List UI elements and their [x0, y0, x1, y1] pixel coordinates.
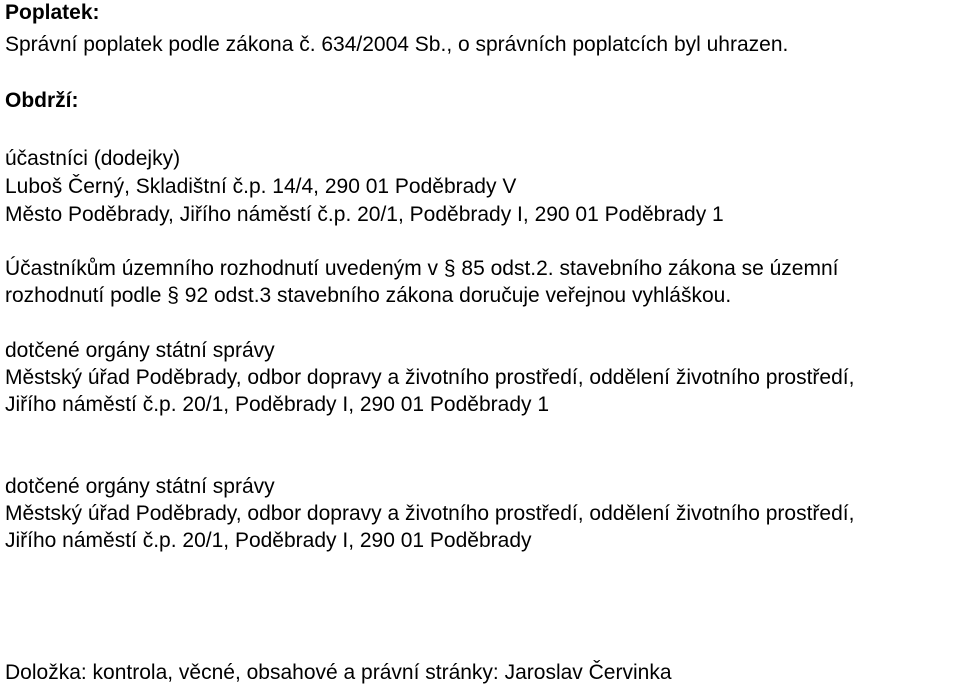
- group2-line2: Jiřího náměstí č.p. 20/1, Poděbrady I, 290 01 Poděbrady 1: [5, 393, 550, 416]
- recipients-heading: Obdrží:: [5, 89, 79, 112]
- fee-text: Správní poplatek podle zákona č. 634/2004 Sb., o správních poplatcích byl uhrazen.: [5, 33, 789, 56]
- group3-line2: Jiřího náměstí č.p. 20/1, Poděbrady I, 290 01 Poděbrady: [5, 529, 532, 552]
- group1-line2: Město Poděbrady, Jiřího náměstí č.p. 20/1, Poděbrady I, 290 01 Poděbrady 1: [5, 203, 724, 226]
- group1-line1: Luboš Černý, Skladištní č.p. 14/4, 290 01 Poděbrady V: [5, 175, 517, 198]
- group3-line1: Městský úřad Poděbrady, odbor dopravy a životního prostředí, oddělení životního prostředí,: [5, 502, 855, 525]
- group1-title: účastníci (dodejky): [5, 147, 181, 170]
- group3-title: dotčené orgány státní správy: [5, 475, 275, 498]
- notice-line1: Účastníkům územního rozhodnutí uvedeným v § 85 odst.2. stavebního zákona se územní: [5, 257, 839, 280]
- group2-title: dotčené orgány státní správy: [5, 339, 275, 362]
- fee-heading: Poplatek:: [5, 1, 100, 24]
- approval-clause: Doložka: kontrola, věcné, obsahové a právní stránky: Jaroslav Červinka: [5, 661, 672, 684]
- group2-line1: Městský úřad Poděbrady, odbor dopravy a životního prostředí, oddělení životního prostředí,: [5, 366, 855, 389]
- notice-line2: rozhodnutí podle § 92 odst.3 stavebního zákona doručuje veřejnou vyhláškou.: [5, 284, 732, 307]
